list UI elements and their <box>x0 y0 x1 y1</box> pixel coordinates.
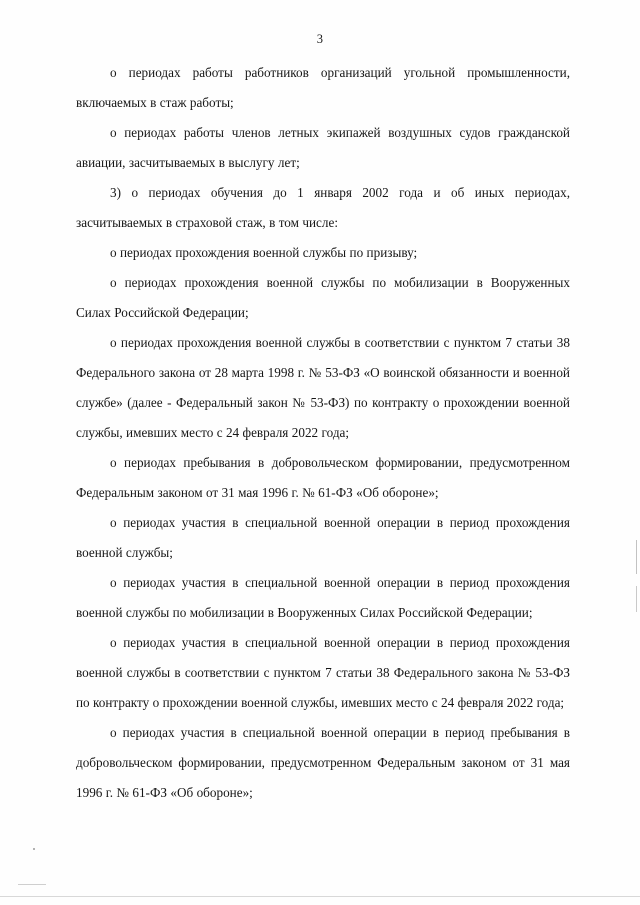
scan-artifact-dot <box>33 848 35 850</box>
paragraph: о периодах работы членов летных экипажей воздушных судов гражданской авиации, засчитываемых в выслугу лет; <box>76 125 570 170</box>
paragraph: о периодах участия в специальной военной операции в период прохождения военной службы; <box>76 515 570 560</box>
document-body <box>76 58 570 808</box>
paragraph: о периодах участия в специальной военной операции в период прохождения военной службы в соответствии с пунктом 7 статьи 38 Федерального закона № 53-ФЗ по контракту о прохождении военной службы, имевших место с 24 февраля 2022 года; <box>76 635 570 710</box>
scan-artifact-bottom-line <box>0 896 640 897</box>
paragraph: о периодах прохождения военной службы в соответствии с пунктом 7 статьи 38 Федерального закона от 28 марта 1998 г. № 53-ФЗ «О воинской обязанности и военной службе» (далее - Федеральный закон № 53-ФЗ) по контракту о прохождении военной службы, имевших место с 24 февраля 2022 года; <box>76 335 570 440</box>
scan-artifact-bottom-mark <box>18 884 46 885</box>
paragraph: о периодах работы работников организаций угольной промышленности, включаемых в стаж работы; <box>76 65 570 110</box>
scan-artifact-edge-mark <box>636 586 637 612</box>
paragraph: 3) о периодах обучения до 1 января 2002 года и об иных периодах, засчитываемых в страховой стаж, в том числе: <box>76 185 570 230</box>
paragraph: о периодах участия в специальной военной операции в период прохождения военной службы по мобилизации в Вооруженных Силах Российской Федерации; <box>76 575 570 620</box>
page-number: 3 <box>316 32 324 46</box>
paragraph: о периодах пребывания в добровольческом формировании, предусмотренном Федеральным законом от 31 мая 1996 г. № 61-ФЗ «Об обороне»; <box>76 455 570 500</box>
paragraph: о периодах прохождения военной службы по мобилизации в Вооруженных Силах Российской Федерации; <box>76 275 570 320</box>
paragraph: о периодах участия в специальной военной операции в период пребывания в добровольческом формировании, предусмотренном Федеральным законом от 31 мая 1996 г. № 61-ФЗ «Об обороне»; <box>76 725 570 800</box>
paragraph: о периодах прохождения военной службы по призыву; <box>110 245 418 260</box>
scan-artifact-edge-mark <box>636 540 637 574</box>
